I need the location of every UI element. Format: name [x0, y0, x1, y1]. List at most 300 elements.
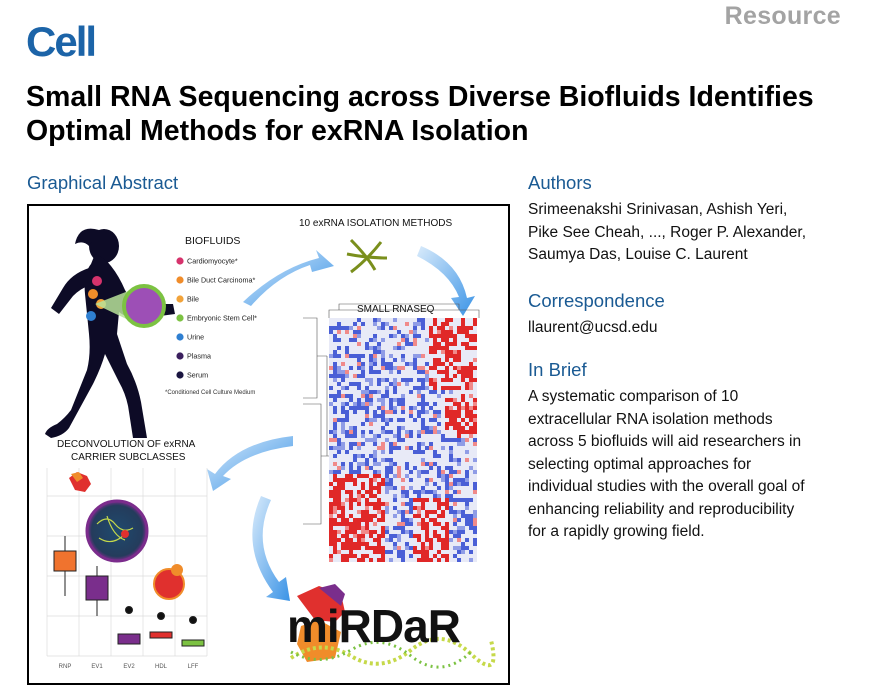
heatmap-cell [385, 430, 389, 434]
heatmap-cell [389, 446, 393, 450]
heatmap-cell [425, 490, 429, 494]
heatmap-cell [369, 366, 373, 370]
heatmap-cell [389, 558, 393, 562]
heatmap-cell [465, 386, 469, 390]
heatmap-cell [397, 554, 401, 558]
heatmap-cell [349, 394, 353, 398]
heatmap-cell [449, 326, 453, 330]
biofluids-legend [176, 257, 257, 380]
heatmap-cell [421, 458, 425, 462]
heatmap-cell [417, 490, 421, 494]
heatmap-cell [341, 462, 345, 466]
heatmap-cell [381, 518, 385, 522]
heatmap-cell [417, 430, 421, 434]
heatmap-cell [373, 462, 377, 466]
heatmap-cell [373, 334, 377, 338]
heatmap-cell [377, 346, 381, 350]
heatmap-cell [341, 486, 345, 490]
heatmap-cell [337, 370, 341, 374]
legend-dot [176, 295, 183, 302]
heatmap-cell [413, 342, 417, 346]
heatmap-cell [417, 558, 421, 562]
heatmap-cell [437, 470, 441, 474]
organ-dot-cardio [92, 276, 102, 286]
heatmap-cell [337, 374, 341, 378]
heatmap-cell [381, 526, 385, 530]
heatmap-cell [365, 438, 369, 442]
heatmap-cell [365, 398, 369, 402]
heatmap-cell [365, 390, 369, 394]
heatmap-cell [329, 522, 333, 526]
heatmap-cell [457, 462, 461, 466]
heatmap-cell [433, 518, 437, 522]
heatmap-cell [373, 358, 377, 362]
heatmap-cell [473, 526, 477, 530]
heatmap-cell [437, 342, 441, 346]
heatmap-cell [361, 454, 365, 458]
heatmap-cell [465, 478, 469, 482]
heatmap-cell [393, 378, 397, 382]
heatmap-cell [389, 326, 393, 330]
heatmap-cell [437, 334, 441, 338]
heatmap-cell [361, 482, 365, 486]
heatmap-cell [333, 410, 337, 414]
heatmap-cell [473, 518, 477, 522]
heatmap-cell [453, 438, 457, 442]
heatmap-cell [377, 382, 381, 386]
heatmap-cell [365, 498, 369, 502]
heatmap-cell [433, 554, 437, 558]
heatmap-cell [337, 346, 341, 350]
heatmap-cell [373, 390, 377, 394]
heatmap-cell [397, 402, 401, 406]
heatmap-cell [397, 438, 401, 442]
heatmap-cell [345, 354, 349, 358]
legend-dot [176, 352, 183, 359]
heatmap-cell [381, 338, 385, 342]
legend-dot [176, 257, 183, 264]
heatmap-cell [461, 550, 465, 554]
heatmap-cell [373, 350, 377, 354]
heatmap-cell [357, 466, 361, 470]
heatmap-cell [449, 482, 453, 486]
heatmap-cell [413, 418, 417, 422]
heatmap-cell [369, 358, 373, 362]
heatmap-cell [341, 386, 345, 390]
heatmap-cell [429, 446, 433, 450]
heatmap-cell [385, 486, 389, 490]
heatmap-cell [369, 398, 373, 402]
heatmap-cell [345, 434, 349, 438]
heatmap-cell [405, 502, 409, 506]
heatmap-cell [433, 426, 437, 430]
heatmap-cell [349, 542, 353, 546]
heatmap-cell [465, 334, 469, 338]
heatmap-cell [445, 318, 449, 322]
heatmap-cell [345, 414, 349, 418]
heatmap-cell [445, 538, 449, 542]
heatmap-cell [401, 378, 405, 382]
heatmap-cell [365, 518, 369, 522]
heatmap-cell [449, 466, 453, 470]
heatmap-cell [469, 434, 473, 438]
heatmap-cell [445, 374, 449, 378]
heatmap-cell [377, 534, 381, 538]
heatmap-cell [449, 414, 453, 418]
heatmap-cell [361, 462, 365, 466]
heatmap-cell [389, 410, 393, 414]
heatmap-cell [405, 434, 409, 438]
heatmap-cell [361, 554, 365, 558]
heatmap-cell [441, 326, 445, 330]
heatmap-cell [457, 426, 461, 430]
heatmap-cell [397, 330, 401, 334]
heatmap-cell [377, 350, 381, 354]
heatmap-cell [349, 466, 353, 470]
heatmap-cell [353, 542, 357, 546]
heatmap-cell [345, 546, 349, 550]
heatmap-cell [449, 470, 453, 474]
heatmap-cell [417, 450, 421, 454]
heatmap-cell [405, 530, 409, 534]
heatmap-cell [417, 390, 421, 394]
rnaseq-heatmap [329, 318, 477, 562]
heatmap-cell [381, 482, 385, 486]
heatmap-cell [433, 358, 437, 362]
heatmap-cell [381, 426, 385, 430]
heatmap-cell [409, 362, 413, 366]
heatmap-cell [421, 426, 425, 430]
heatmap-cell [389, 466, 393, 470]
heatmap-cell [473, 338, 477, 342]
heatmap-cell [385, 538, 389, 542]
heatmap-cell [461, 542, 465, 546]
heatmap-cell [345, 374, 349, 378]
heatmap-cell [377, 558, 381, 562]
heatmap-cell [369, 514, 373, 518]
heatmap-cell [369, 422, 373, 426]
heatmap-cell [453, 402, 457, 406]
heatmap-cell [361, 402, 365, 406]
heatmap-cell [345, 430, 349, 434]
heatmap-cell [441, 510, 445, 514]
heatmap-cell [473, 458, 477, 462]
heatmap-cell [369, 346, 373, 350]
heatmap-cell [469, 418, 473, 422]
heatmap-cell [381, 358, 385, 362]
heatmap-cell [341, 422, 345, 426]
heatmap-cell [461, 482, 465, 486]
heatmap-cell [393, 382, 397, 386]
heatmap-cell [457, 526, 461, 530]
heatmap-cell [461, 426, 465, 430]
heatmap-cell [457, 386, 461, 390]
heatmap-cell [433, 342, 437, 346]
heatmap-cell [345, 370, 349, 374]
heatmap-cell [353, 430, 357, 434]
heatmap-cell [373, 458, 377, 462]
heatmap-cell [369, 418, 373, 422]
heatmap-cell [389, 538, 393, 542]
heatmap-cell [433, 430, 437, 434]
heatmap-cell [433, 410, 437, 414]
heatmap-cell [473, 414, 477, 418]
heatmap-cell [429, 490, 433, 494]
heatmap-cell [393, 526, 397, 530]
heatmap-cell [337, 502, 341, 506]
heatmap-cell [349, 382, 353, 386]
heatmap-cell [357, 498, 361, 502]
heatmap-cell [469, 394, 473, 398]
heatmap-cell [437, 558, 441, 562]
legend-dot [176, 314, 183, 321]
heatmap-cell [473, 490, 477, 494]
heatmap-cell [349, 462, 353, 466]
heatmap-cell [333, 434, 337, 438]
heatmap-cell [353, 482, 357, 486]
heatmap-cell [449, 318, 453, 322]
heatmap-cell [449, 510, 453, 514]
heatmap-cell [429, 330, 433, 334]
heatmap-cell [365, 542, 369, 546]
heatmap-cell [357, 366, 361, 370]
heatmap-cell [473, 358, 477, 362]
heatmap-cell [397, 430, 401, 434]
heatmap-cell [449, 386, 453, 390]
heatmap-cell [433, 378, 437, 382]
heatmap-cell [345, 394, 349, 398]
heatmap-cell [405, 342, 409, 346]
heatmap-cell [413, 406, 417, 410]
heatmap-cell [365, 458, 369, 462]
heatmap-cell [465, 406, 469, 410]
heatmap-cell [333, 394, 337, 398]
heatmap-cell [473, 418, 477, 422]
heatmap-cell [373, 522, 377, 526]
heatmap-cell [465, 458, 469, 462]
heatmap-cell [345, 526, 349, 530]
heatmap-cell [357, 318, 361, 322]
heatmap-cell [401, 478, 405, 482]
heatmap-cell [453, 522, 457, 526]
heatmap-cell [357, 454, 361, 458]
heatmap-cell [445, 398, 449, 402]
heatmap-cell [473, 334, 477, 338]
heatmap-cell [337, 394, 341, 398]
heatmap-cell [409, 502, 413, 506]
heatmap-cell [401, 394, 405, 398]
heatmap-cell [385, 394, 389, 398]
heatmap-cell [473, 538, 477, 542]
heatmap-cell [357, 474, 361, 478]
heatmap-cell [397, 546, 401, 550]
heatmap-cell [353, 518, 357, 522]
heatmap-cell [465, 346, 469, 350]
heatmap-cell [341, 394, 345, 398]
heatmap-cell [445, 334, 449, 338]
heatmap-cell [417, 514, 421, 518]
heatmap-cell [449, 410, 453, 414]
heatmap-cell [365, 462, 369, 466]
heatmap-cell [437, 362, 441, 366]
heatmap-cell [461, 442, 465, 446]
heatmap-cell [473, 486, 477, 490]
heatmap-cell [329, 506, 333, 510]
heatmap-cell [437, 454, 441, 458]
heatmap-cell [397, 346, 401, 350]
heatmap-cell [405, 522, 409, 526]
heatmap-cell [373, 322, 377, 326]
heatmap-cell [393, 346, 397, 350]
heatmap-cell [433, 450, 437, 454]
heatmap-cell [413, 506, 417, 510]
heatmap-cell [437, 550, 441, 554]
heatmap-cell [429, 418, 433, 422]
heatmap-cell [445, 338, 449, 342]
heatmap-cell [349, 502, 353, 506]
heatmap-cell [429, 542, 433, 546]
journal-logo: Cell [26, 18, 96, 65]
heatmap-cell [345, 490, 349, 494]
heatmap-cell [397, 534, 401, 538]
heatmap-cell [421, 318, 425, 322]
heatmap-cell [401, 366, 405, 370]
heatmap-cell [333, 534, 337, 538]
heatmap-cell [409, 530, 413, 534]
heatmap-cell [329, 326, 333, 330]
heatmap-cell [473, 426, 477, 430]
heatmap-cell [437, 430, 441, 434]
flow-arrow-1 [243, 250, 334, 306]
heatmap-cell [401, 438, 405, 442]
heatmap-cell [361, 374, 365, 378]
heatmap-cell [337, 382, 341, 386]
heatmap-cell [461, 378, 465, 382]
heatmap-cell [445, 546, 449, 550]
heatmap-cell [433, 522, 437, 526]
heatmap-cell [401, 358, 405, 362]
heatmap-cell [329, 526, 333, 530]
legend-dot [176, 276, 183, 283]
heatmap-cell [441, 514, 445, 518]
heatmap-cell [361, 538, 365, 542]
heatmap-cell [445, 474, 449, 478]
heatmap-cell [457, 350, 461, 354]
heatmap-cell [437, 498, 441, 502]
heatmap-cell [337, 498, 341, 502]
heatmap-cell [437, 326, 441, 330]
heatmap-cell [393, 486, 397, 490]
heatmap-cell [373, 442, 377, 446]
heatmap-cell [373, 434, 377, 438]
heatmap-cell [373, 438, 377, 442]
heatmap-cell [385, 458, 389, 462]
heatmap-cell [401, 406, 405, 410]
heatmap-cell [373, 370, 377, 374]
heatmap-cell [361, 510, 365, 514]
heatmap-cell [345, 538, 349, 542]
heatmap-cell [377, 498, 381, 502]
heatmap-cell [365, 530, 369, 534]
heatmap-cell [421, 322, 425, 326]
heatmap-cell [373, 318, 377, 322]
heatmap-cell [365, 402, 369, 406]
heatmap-cell [433, 530, 437, 534]
heatmap-cell [337, 326, 341, 330]
heatmap-cell [401, 530, 405, 534]
heatmap-cell [445, 554, 449, 558]
heatmap-cell [433, 494, 437, 498]
heatmap-cell [437, 534, 441, 538]
heatmap-cell [333, 338, 337, 342]
heatmap-cell [333, 406, 337, 410]
heatmap-cell [401, 418, 405, 422]
heatmap-cell [389, 534, 393, 538]
organ-dot-bile-duct [88, 289, 98, 299]
heatmap-cell [333, 334, 337, 338]
heatmap-cell [393, 498, 397, 502]
heatmap-cell [349, 406, 353, 410]
heatmap-cell [465, 326, 469, 330]
heatmap-cell [445, 498, 449, 502]
heatmap-cell [353, 554, 357, 558]
heatmap-cell [349, 442, 353, 446]
heatmap-cell [361, 422, 365, 426]
heatmap-cell [417, 394, 421, 398]
heatmap-cell [389, 462, 393, 466]
heatmap-cell [353, 454, 357, 458]
heatmap-cell [397, 510, 401, 514]
heatmap-cell [361, 366, 365, 370]
heatmap-cell [373, 474, 377, 478]
heatmap-cell [421, 422, 425, 426]
legend-dot [176, 371, 183, 378]
heatmap-cell [393, 390, 397, 394]
carrier-class-label: HDL [154, 664, 168, 670]
heatmap-cell [445, 342, 449, 346]
heatmap-cell [449, 506, 453, 510]
heatmap-cell [437, 330, 441, 334]
heatmap-cell [393, 398, 397, 402]
heatmap-cell [337, 466, 341, 470]
heatmap-cell [357, 526, 361, 530]
heatmap-cell [397, 474, 401, 478]
heatmap-cell [445, 414, 449, 418]
heatmap-cell [457, 546, 461, 550]
heatmap-cell [445, 410, 449, 414]
heatmap-cell [357, 354, 361, 358]
heatmap-cell [377, 506, 381, 510]
heatmap-cell [333, 362, 337, 366]
heatmap-cell [349, 426, 353, 430]
heatmap-cell [469, 518, 473, 522]
heatmap-cell [429, 326, 433, 330]
heatmap-cell [421, 442, 425, 446]
heatmap-cell [381, 398, 385, 402]
heatmap-cell [357, 326, 361, 330]
heatmap-cell [425, 378, 429, 382]
heatmap-cell [441, 346, 445, 350]
heatmap-cell [421, 502, 425, 506]
heatmap-cell [365, 418, 369, 422]
heatmap-cell [421, 522, 425, 526]
heatmap-cell [469, 558, 473, 562]
heatmap-cell [457, 442, 461, 446]
heatmap-cell [441, 350, 445, 354]
heatmap-cell [353, 458, 357, 462]
correspondence-email[interactable]: llaurent@ucsd.edu [528, 319, 658, 336]
heatmap-cell [461, 478, 465, 482]
